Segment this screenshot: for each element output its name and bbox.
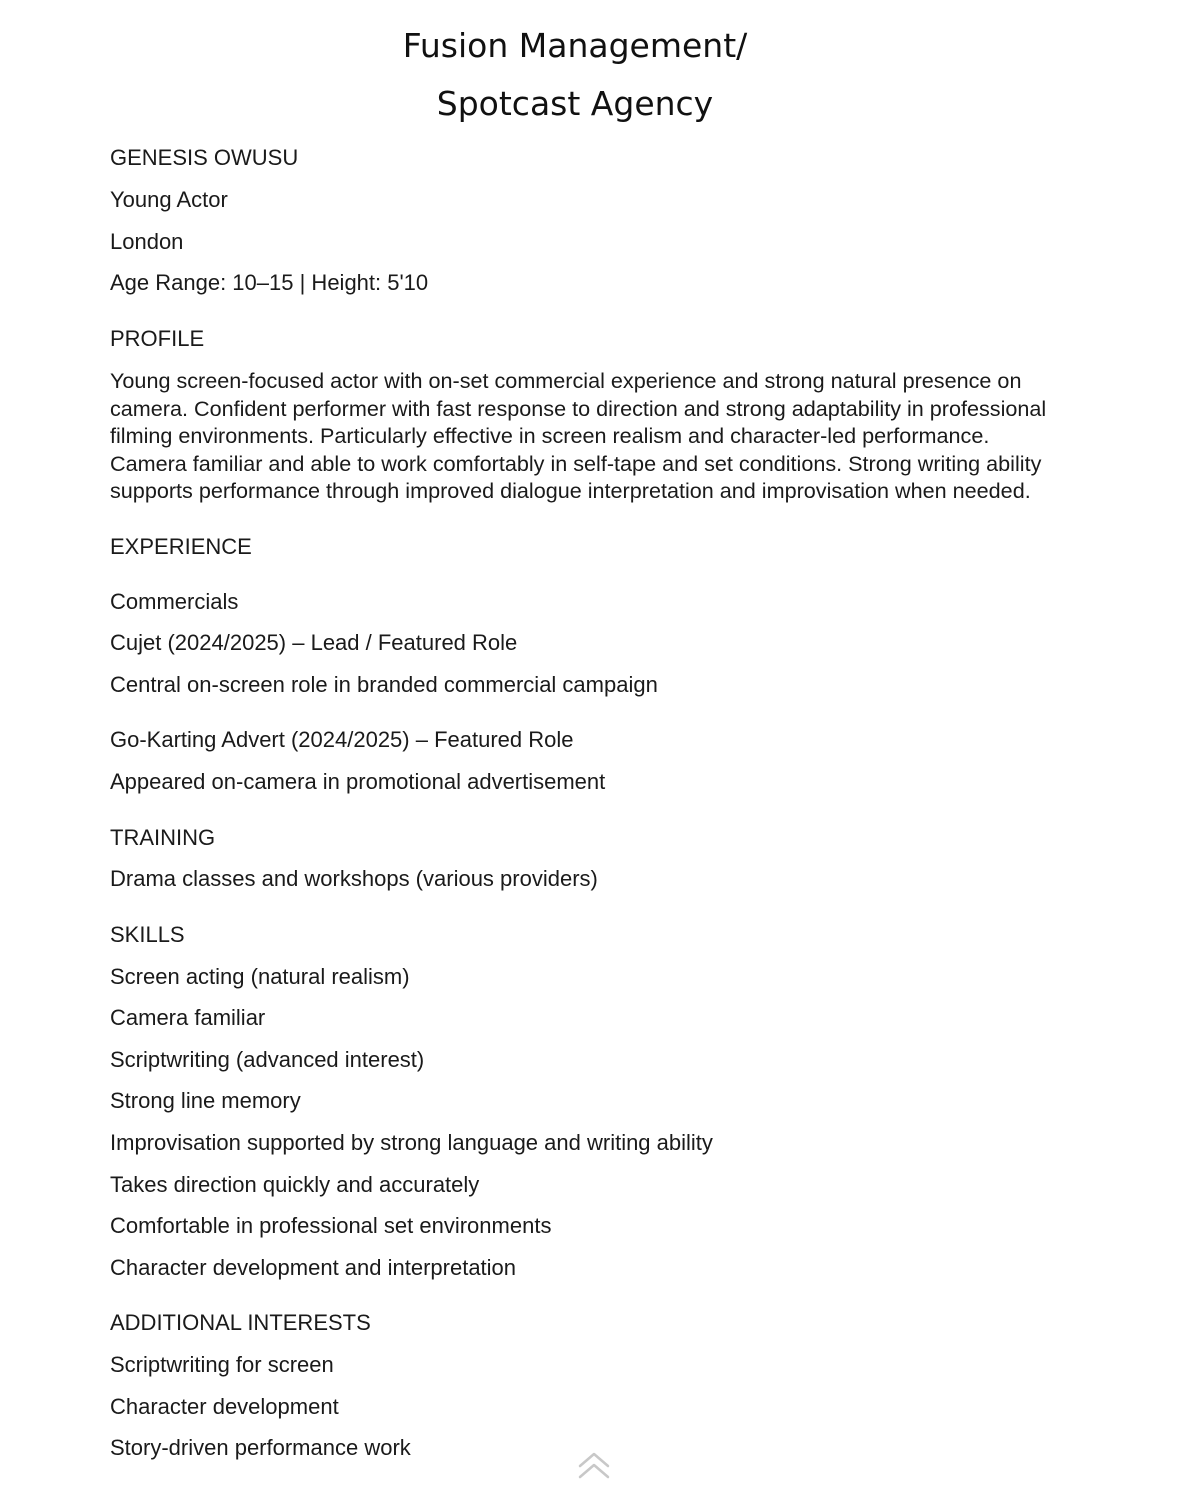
profile-heading: PROFILE (110, 326, 205, 351)
skills-heading: SKILLS (110, 922, 185, 947)
skill-item: Comfortable in professional set environments (110, 1213, 552, 1238)
skill-item: Camera familiar (110, 1005, 266, 1030)
profile-paragraph (110, 367, 1120, 505)
skill-item: Screen acting (natural realism) (110, 964, 410, 989)
profile-line: filming environments. Particularly effective in screen realism and character-led performance. (110, 423, 990, 448)
skill-item: Strong line memory (110, 1088, 301, 1113)
interests-heading: ADDITIONAL INTERESTS (110, 1310, 371, 1335)
experience-entry-description: Central on-screen role in branded commercial campaign (110, 672, 658, 697)
skill-item: Scriptwriting (advanced interest) (110, 1047, 425, 1072)
double-chevron-up-icon (576, 1450, 612, 1482)
skill-item: Character development and interpretation (110, 1255, 517, 1280)
training-item: Drama classes and workshops (various providers) (110, 866, 598, 891)
skill-item: Takes direction quickly and accurately (110, 1172, 480, 1197)
experience-entry-title: Go-Karting Advert (2024/2025) – Featured Role (110, 727, 574, 752)
interest-item: Story-driven performance work (110, 1435, 411, 1460)
interest-item: Character development (110, 1394, 339, 1419)
experience-category: Commercials (110, 589, 239, 614)
scroll-up-button[interactable] (576, 1450, 612, 1482)
profile-line: Camera familiar and able to work comfortably in self-tape and set conditions. Strong writing ability (110, 450, 1042, 476)
profile-line: supports performance through improved dialogue interpretation and improvisation when needed. (110, 478, 1031, 503)
actor-role: Young Actor (110, 187, 228, 212)
interest-item: Scriptwriting for screen (110, 1352, 334, 1377)
training-heading: TRAINING (110, 825, 216, 850)
profile-line: camera. Confident performer with fast response to direction and strong adaptability in professional (110, 395, 1047, 421)
experience-entry-description: Appeared on-camera in promotional advertisement (110, 769, 606, 794)
skill-item: Improvisation supported by strong language and writing ability (110, 1130, 713, 1155)
profile-line: Young screen-focused actor with on-set commercial experience and strong natural presence on (110, 368, 1022, 393)
actor-location: London (110, 229, 184, 254)
agency-title-line-1: Fusion Management/ (402, 26, 748, 65)
agency-title-line-2: Spotcast Agency (436, 84, 714, 123)
experience-entry-title: Cujet (2024/2025) – Lead / Featured Role (110, 630, 518, 655)
actor-stats: Age Range: 10–15 | Height: 5'10 (110, 270, 429, 295)
actor-name: GENESIS OWUSU (110, 145, 299, 170)
experience-heading: EXPERIENCE (110, 534, 252, 559)
